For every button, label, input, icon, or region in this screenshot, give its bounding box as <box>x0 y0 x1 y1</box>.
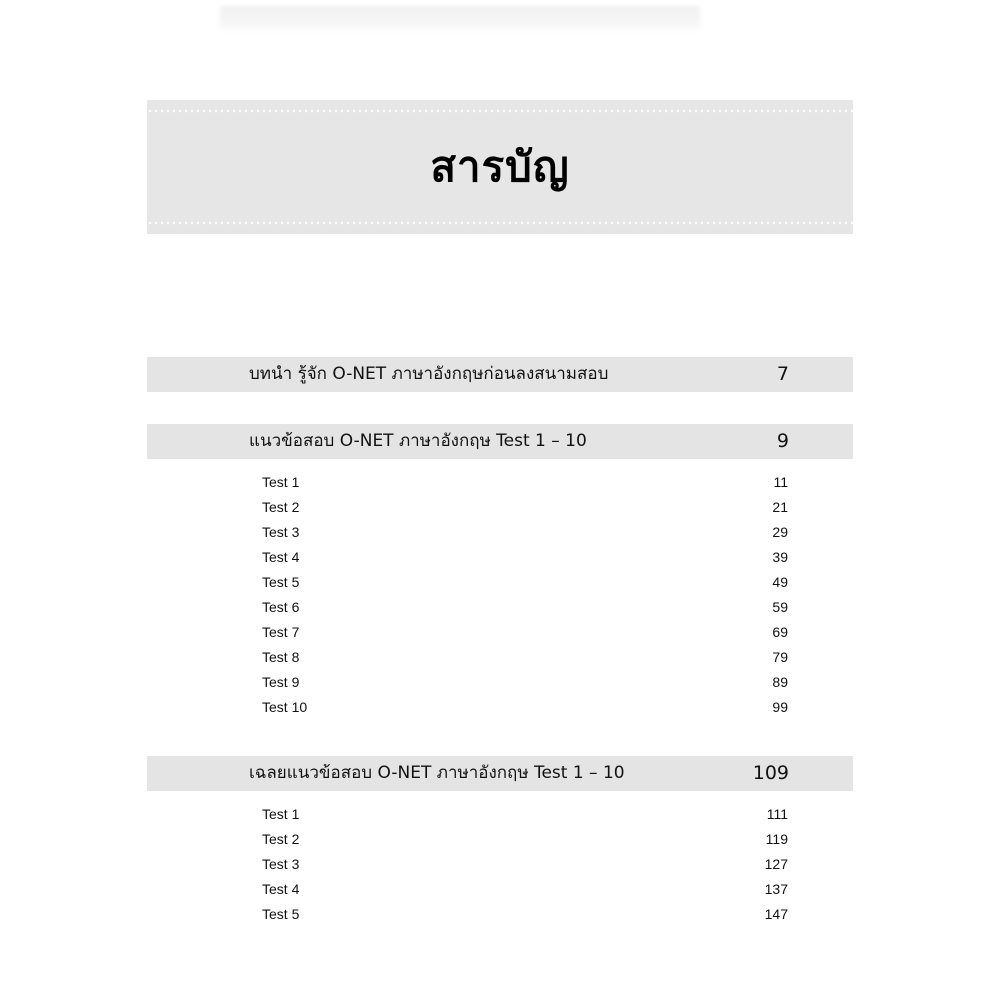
toc-entry[interactable] <box>262 877 788 902</box>
toc-entry[interactable] <box>262 620 788 645</box>
entry-label: Test 3 <box>262 524 300 540</box>
entry-page-number: 89 <box>772 674 788 690</box>
toc-entry[interactable] <box>262 670 788 695</box>
toc-section-practice-tests[interactable] <box>147 424 853 459</box>
entry-label: Test 5 <box>262 574 300 590</box>
entry-label: Test 10 <box>262 699 308 715</box>
entry-page-number: 21 <box>772 499 788 515</box>
entry-label: Test 1 <box>262 474 300 490</box>
entry-label: Test 4 <box>262 549 300 565</box>
entry-page-number: 29 <box>772 524 788 540</box>
section-page-number: 9 <box>776 430 789 452</box>
toc-section-intro[interactable] <box>147 357 853 392</box>
toc-section-answer-keys[interactable] <box>147 756 853 791</box>
section-page-number: 7 <box>776 363 789 385</box>
page-title: สารบัญ <box>430 142 570 191</box>
toc-entry[interactable] <box>262 545 788 570</box>
entry-label: Test 1 <box>262 806 300 822</box>
title-band <box>147 100 853 234</box>
section-label: แนวข้อสอบ O-NET ภาษาอังกฤษ Test 1 – 10 <box>249 431 587 451</box>
entry-page-number: 79 <box>772 649 788 665</box>
entry-label: Test 2 <box>262 499 300 515</box>
entry-label: Test 3 <box>262 856 300 872</box>
entry-page-number: 11 <box>773 474 788 490</box>
section-label: บทนำ รู้จัก O-NET ภาษาอังกฤษก่อนลงสนามสอบ <box>249 364 609 384</box>
entry-page-number: 119 <box>765 831 788 847</box>
entry-label: Test 6 <box>262 599 300 615</box>
bleed-through-text <box>220 6 700 34</box>
entry-page-number: 59 <box>772 599 788 615</box>
entry-label: Test 4 <box>262 881 300 897</box>
toc-entry[interactable] <box>262 827 788 852</box>
entry-label: Test 5 <box>262 906 300 922</box>
entry-page-number: 69 <box>772 624 788 640</box>
toc-entry-list-practice <box>262 470 788 720</box>
toc-entry[interactable] <box>262 520 788 545</box>
entry-page-number: 111 <box>766 806 788 822</box>
toc-entry[interactable] <box>262 802 788 827</box>
entry-page-number: 49 <box>772 574 788 590</box>
toc-entry[interactable] <box>262 570 788 595</box>
section-page-number: 109 <box>752 762 789 784</box>
toc-entry[interactable] <box>262 695 788 720</box>
entry-page-number: 39 <box>772 549 788 565</box>
entry-label: Test 9 <box>262 674 300 690</box>
entry-label: Test 2 <box>262 831 300 847</box>
toc-entry[interactable] <box>262 495 788 520</box>
toc-entry[interactable] <box>262 645 788 670</box>
entry-page-number: 127 <box>764 856 788 872</box>
toc-entry[interactable] <box>262 852 788 877</box>
toc-entry[interactable] <box>262 595 788 620</box>
entry-page-number: 137 <box>764 881 788 897</box>
entry-page-number: 99 <box>772 699 788 715</box>
entry-label: Test 7 <box>262 624 300 640</box>
toc-entry[interactable] <box>262 470 788 495</box>
dotted-border-bottom <box>147 221 853 225</box>
entry-page-number: 147 <box>764 906 788 922</box>
toc-entry[interactable] <box>262 902 788 927</box>
entry-label: Test 8 <box>262 649 300 665</box>
toc-entry-list-answers <box>262 802 788 927</box>
section-label: เฉลยแนวข้อสอบ O-NET ภาษาอังกฤษ Test 1 – 10 <box>249 763 625 783</box>
